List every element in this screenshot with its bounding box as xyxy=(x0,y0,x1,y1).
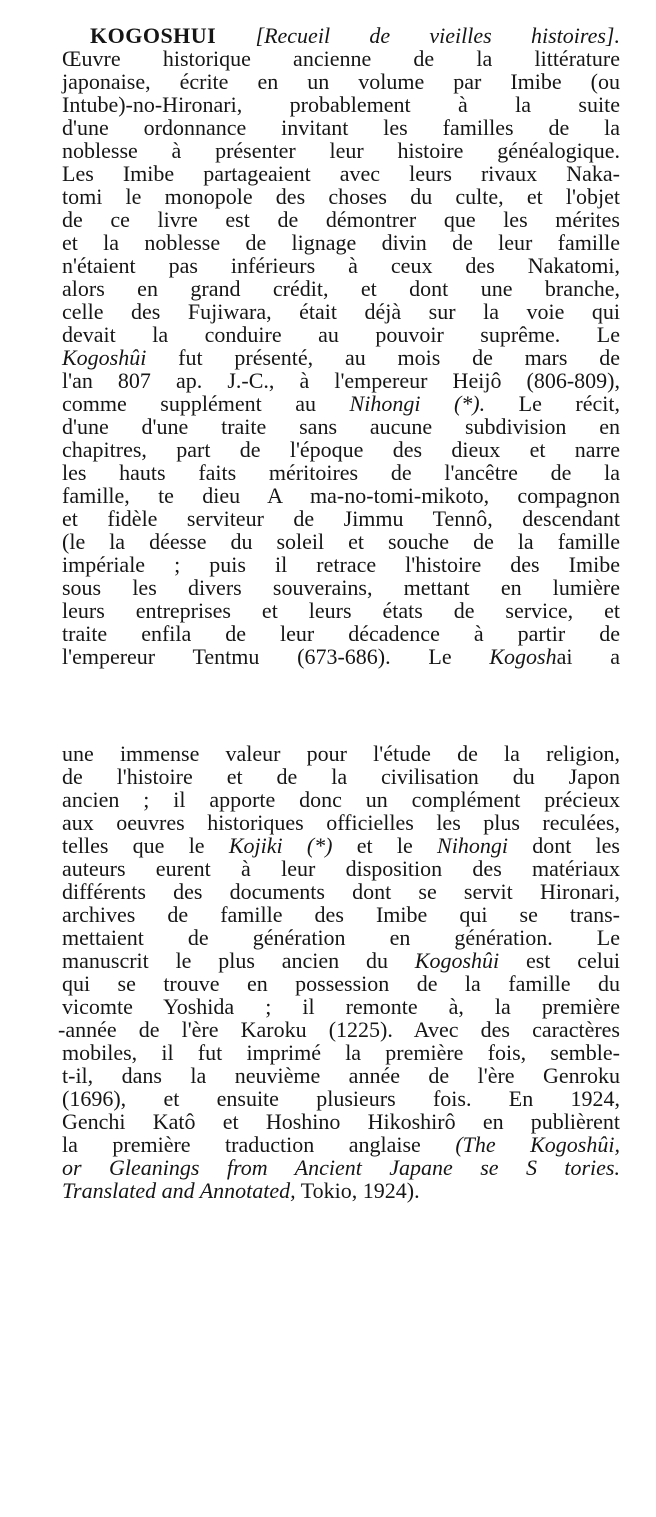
text-line: famille, te dieu A ma-no-tomi-mikoto, compagnon xyxy=(62,483,620,508)
text-line: et fidèle serviteur de Jimmu Tennô, descendant xyxy=(62,506,620,531)
text-line: (1696), et ensuite plusieurs fois. En 1924, xyxy=(62,1086,620,1111)
text-line: de l'histoire et de la civilisation du Japon xyxy=(62,764,620,789)
book-title: Kogoshûi xyxy=(62,345,147,370)
text-line: tomi le monopole des choses du culte, et l'objet xyxy=(62,184,620,209)
text-line: mobiles, il fut imprimé la première fois, semble- xyxy=(62,1040,620,1065)
text-line: auteurs eurent à leur disposition des matériaux xyxy=(62,856,620,881)
text-line: noblesse à présenter leur histoire généalogique. xyxy=(62,138,620,163)
text-line: différents des documents dont se servit Hironari, xyxy=(62,879,620,904)
book-title: or Gleanings from Ancient Japane se S tories. xyxy=(62,1155,620,1180)
text-line: Œuvre historique ancienne de la littérature xyxy=(62,46,620,71)
text-line xyxy=(62,1156,620,1179)
text-line: t-il, dans la neuvième année de l'ère Genroku xyxy=(62,1063,620,1088)
text-line: mettaient de génération en génération. Le xyxy=(62,925,620,950)
text-line: chapitres, part de l'époque des dieux et narre xyxy=(62,437,620,462)
text-line: archives de famille des Imibe qui se trans- xyxy=(62,902,620,927)
text-line: aux oeuvres historiques officielles les plus reculées, xyxy=(62,810,620,835)
text-line: comme supplément au Nihongi (*). Le récit, xyxy=(62,391,620,416)
text-line: et la noblesse de lignage divin de leur famille xyxy=(62,230,620,255)
entry-heading-line xyxy=(62,24,620,47)
text-line: de ce livre est de démontrer que les mérites xyxy=(62,207,620,232)
text-line: devait la conduire au pouvoir suprême. Le xyxy=(62,322,620,347)
text-line: n'étaient pas inférieurs à ceux des Nakatomi, xyxy=(62,253,620,278)
book-title: Kojiki (*) xyxy=(228,833,333,858)
text-line: Intube)-no-Hironari, probablement à la suite xyxy=(62,92,620,117)
text-line: les hauts faits méritoires de l'ancêtre de la xyxy=(62,460,620,485)
text-line: japonaise, écrite en un volume par Imibe (ou xyxy=(62,69,620,94)
book-title: Kogoshûi xyxy=(414,948,500,973)
text-line: ancien ; il apporte donc un complément précieux xyxy=(62,787,620,812)
text-line: Translated and Annotated, Tokio, 1924). xyxy=(62,1178,420,1203)
entry-title-translation: [Recueil de vieilles histoires]. xyxy=(255,23,620,48)
text-line: Kogoshûi fut présenté, au mois de mars de xyxy=(62,345,620,370)
text-line: manuscrit le plus ancien du Kogoshûi est celui xyxy=(62,948,620,973)
text-line: leurs entreprises et leurs états de service, et xyxy=(62,598,620,623)
text-line: vicomte Yoshida ; il remonte à, la première xyxy=(62,994,620,1019)
text-line: d'une d'une traite sans aucune subdivision en xyxy=(62,414,620,439)
text-line: Les Imibe partageaient avec leurs rivaux Naka- xyxy=(62,161,620,186)
text-line: -année de l'ère Karoku (1225). Avec des caractères xyxy=(58,1017,620,1042)
text-line: traite enfila de leur décadence à partir de xyxy=(62,621,620,646)
book-title: (The Kogoshûi, xyxy=(455,1132,620,1157)
text-line: l'an 807 ap. J.-C., à l'empereur Heijô (806-809), xyxy=(62,368,620,393)
text-line: la première traduction anglaise (The Kogoshûi, xyxy=(62,1132,620,1157)
text-line: d'une ordonnance invitant les familles de la xyxy=(62,115,620,140)
text-line: sous les divers souverains, mettant en lumière xyxy=(62,575,620,600)
text-line: une immense valeur pour l'étude de la religion, xyxy=(62,741,620,766)
text-line: l'empereur Tentmu (673-686). Le Kogoshai a xyxy=(62,644,620,669)
text-line: impériale ; puis il retrace l'histoire des Imibe xyxy=(62,552,620,577)
entry-part-2 xyxy=(58,741,620,1203)
entry-part-1 xyxy=(62,24,620,668)
text-line: Genchi Katô et Hoshino Hikoshirô en publièrent xyxy=(62,1109,620,1134)
book-title: Nihongi xyxy=(437,833,508,858)
book-title: Kogosh xyxy=(489,644,557,669)
entry-headword: KOGOSHUI xyxy=(90,23,217,48)
text-line: telles que le Kojiki (*) et le Nihongi dont les xyxy=(62,833,620,858)
text-line: qui se trouve en possession de la famille du xyxy=(62,971,620,996)
text-line: (le la déesse du soleil et souche de la famille xyxy=(62,529,620,554)
book-title: Translated and Annotated, xyxy=(62,1178,296,1203)
book-title: Nihongi (*). xyxy=(349,391,486,416)
text-line: alors en grand crédit, et dont une branche, xyxy=(62,276,620,301)
text-line: celle des Fujiwara, était déjà sur la voie qui xyxy=(62,299,620,324)
